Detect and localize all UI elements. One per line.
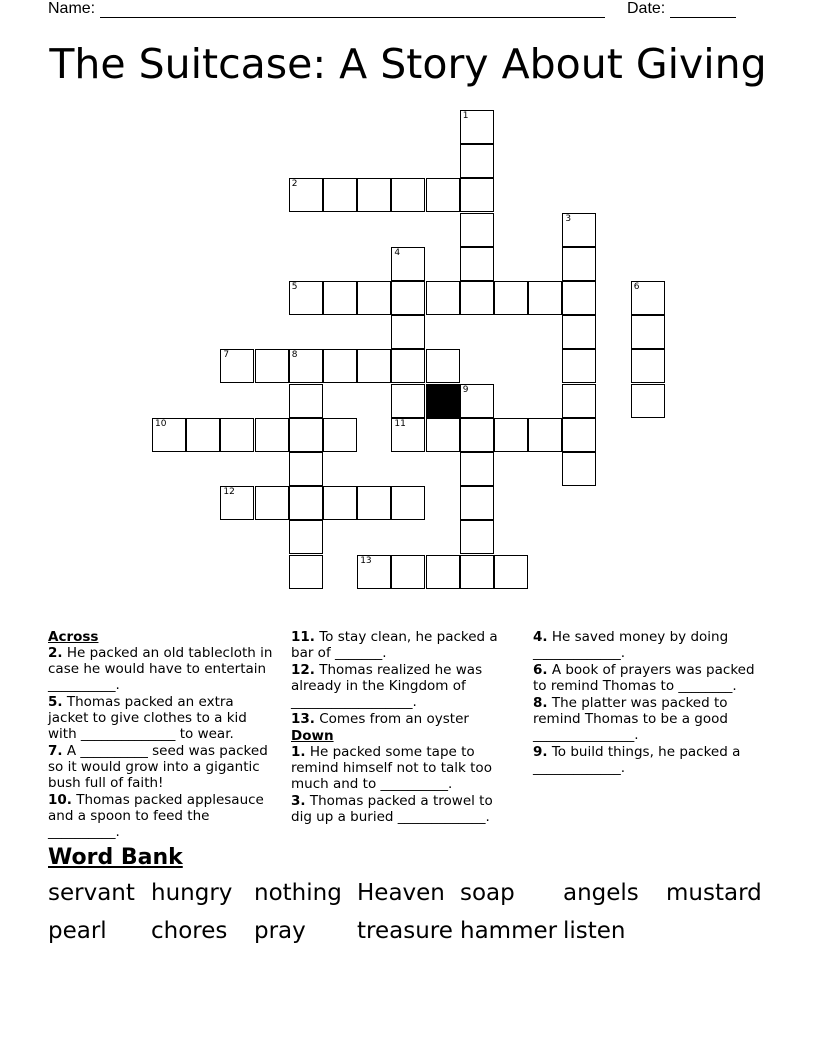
crossword-cell[interactable] [186, 418, 220, 452]
word-bank-title: Word Bank [48, 845, 183, 870]
crossword-cell[interactable] [562, 418, 596, 452]
word-bank-item: angels [563, 880, 639, 906]
crossword-cell[interactable] [391, 247, 425, 281]
crossword-cell[interactable] [562, 213, 596, 247]
crossword-black-cell [426, 384, 460, 418]
word-bank-item: pearl [48, 918, 107, 944]
crossword-cell[interactable] [562, 315, 596, 349]
clue-down-6: 6. A book of prayers was packed to remind Thomas to ________. [533, 662, 755, 694]
crossword-cell[interactable] [528, 281, 562, 315]
crossword-cell[interactable] [289, 384, 323, 418]
crossword-cell[interactable] [460, 144, 494, 178]
crossword-cell[interactable] [631, 384, 665, 418]
clue-number: 13 [360, 555, 372, 566]
clues-column-3 [533, 629, 759, 777]
crossword-cell[interactable] [391, 418, 425, 452]
clue-down-3: 3. Thomas packed a trowel to dig up a buried _____________. [291, 793, 493, 825]
crossword-cell[interactable] [460, 486, 494, 520]
crossword-cell[interactable] [631, 349, 665, 383]
crossword-cell[interactable] [460, 178, 494, 212]
word-bank-item: soap [460, 880, 515, 906]
crossword-cell[interactable] [289, 520, 323, 554]
clue-down-9: 9. To build things, he packed a _____________. [533, 744, 741, 776]
crossword-cell[interactable] [391, 349, 425, 383]
crossword-cell[interactable] [357, 486, 391, 520]
crossword-cell[interactable] [460, 281, 494, 315]
crossword-cell[interactable] [289, 555, 323, 589]
page-title: The Suitcase: A Story About Giving [49, 40, 767, 88]
crossword-cell[interactable] [323, 178, 357, 212]
word-bank-item: pray [254, 918, 306, 944]
crossword-cell[interactable] [426, 178, 460, 212]
word-bank-item: hungry [151, 880, 233, 906]
clue-across-13: 13. Comes from an oyster [291, 711, 469, 727]
crossword-cell[interactable] [289, 452, 323, 486]
crossword-cell[interactable] [255, 349, 289, 383]
crossword-cell[interactable] [255, 486, 289, 520]
crossword-cell[interactable] [357, 349, 391, 383]
clue-number: 10 [155, 418, 167, 429]
crossword-cell[interactable] [460, 384, 494, 418]
down-heading: Down [291, 728, 334, 744]
crossword-cell[interactable] [289, 418, 323, 452]
crossword-cell[interactable] [391, 281, 425, 315]
crossword-cell[interactable] [426, 418, 460, 452]
crossword-cell[interactable] [528, 418, 562, 452]
word-bank-item: treasure [357, 918, 453, 944]
crossword-cell[interactable] [562, 452, 596, 486]
crossword-cell[interactable] [357, 555, 391, 589]
clue-number: 4 [394, 247, 401, 258]
crossword-cell[interactable] [391, 315, 425, 349]
crossword-cell[interactable] [460, 247, 494, 281]
word-bank-item: hammer [460, 918, 558, 944]
clue-across-7: 7. A __________ seed was packed so it would grow into a gigantic bush full of faith! [48, 743, 268, 791]
date-label: Date: [627, 0, 666, 17]
clue-number: 1 [462, 111, 469, 121]
crossword-cell[interactable] [631, 281, 665, 315]
crossword-cell[interactable] [562, 349, 596, 383]
word-bank-item: nothing [254, 880, 342, 906]
crossword-cell[interactable] [391, 486, 425, 520]
clue-across-12: 12. Thomas realized he was already in the Kingdom of __________________. [291, 662, 483, 710]
crossword-cell[interactable] [323, 418, 357, 452]
crossword-cell[interactable] [220, 418, 254, 452]
crossword-cell[interactable] [323, 349, 357, 383]
clue-number: 2 [291, 179, 298, 190]
clue-number: 12 [223, 487, 235, 498]
clue-down-4: 4. He saved money by doing _____________. [533, 629, 729, 661]
clues-column-2 [291, 629, 517, 826]
crossword-cell[interactable] [255, 418, 289, 452]
crossword-cell[interactable] [562, 384, 596, 418]
clue-number: 3 [565, 213, 572, 224]
crossword-cell[interactable] [494, 281, 528, 315]
clue-across-10: 10. Thomas packed applesauce and a spoon to feed the __________. [48, 792, 264, 840]
crossword-cell[interactable] [426, 555, 460, 589]
clue-across-11: 11. To stay clean, he packed a bar of _______. [291, 629, 498, 661]
clues-column-1 [48, 629, 274, 841]
crossword-cell[interactable] [391, 178, 425, 212]
word-bank-item: listen [563, 918, 626, 944]
crossword-cell[interactable] [357, 178, 391, 212]
crossword-cell[interactable] [323, 486, 357, 520]
clue-down-8: 8. The platter was packed to remind Thomas to be a good _______________. [533, 695, 728, 743]
word-bank-item: Heaven [357, 880, 445, 906]
crossword-cell[interactable] [562, 281, 596, 315]
crossword-cell[interactable] [323, 281, 357, 315]
clue-number: 11 [394, 418, 406, 429]
crossword-cell[interactable] [631, 315, 665, 349]
clue-number: 6 [633, 282, 640, 292]
word-bank-item: servant [48, 880, 135, 906]
crossword-cell[interactable] [426, 281, 460, 315]
crossword-cell[interactable] [460, 418, 494, 452]
crossword-cell[interactable] [494, 418, 528, 452]
clue-down-1: 1. He packed some tape to remind himself not to talk too much and to __________. [291, 744, 492, 792]
crossword-cell[interactable] [289, 349, 323, 383]
crossword-cell[interactable] [289, 178, 323, 212]
word-bank-item: mustard [666, 880, 762, 906]
crossword-cell[interactable] [460, 452, 494, 486]
clue-across-5: 5. Thomas packed an extra jacket to give clothes to a kid with ______________ to wear. [48, 694, 247, 742]
crossword-cell[interactable] [460, 213, 494, 247]
clue-number: 5 [291, 282, 298, 292]
clue-number: 7 [223, 350, 230, 361]
crossword-cell[interactable] [289, 281, 323, 315]
crossword-cell[interactable] [562, 247, 596, 281]
crossword-cell[interactable] [460, 555, 494, 589]
clue-across-2: 2. He packed an old tablecloth in case he would have to entertain __________. [48, 645, 273, 693]
crossword-cell[interactable] [494, 555, 528, 589]
word-bank-item: chores [151, 918, 228, 944]
crossword-cell[interactable] [220, 486, 254, 520]
crossword-cell[interactable] [391, 384, 425, 418]
crossword-cell[interactable] [220, 349, 254, 383]
name-label: Name: [48, 0, 96, 17]
crossword-cell[interactable] [357, 281, 391, 315]
crossword-cell[interactable] [426, 349, 460, 383]
across-heading: Across [48, 629, 99, 645]
crossword-cell[interactable] [391, 555, 425, 589]
clue-number: 8 [291, 350, 298, 361]
clue-number: 9 [462, 384, 469, 395]
crossword-cell[interactable] [460, 110, 494, 144]
crossword-cell[interactable] [289, 486, 323, 520]
crossword-cell[interactable] [152, 418, 186, 452]
crossword-cell[interactable] [460, 520, 494, 554]
